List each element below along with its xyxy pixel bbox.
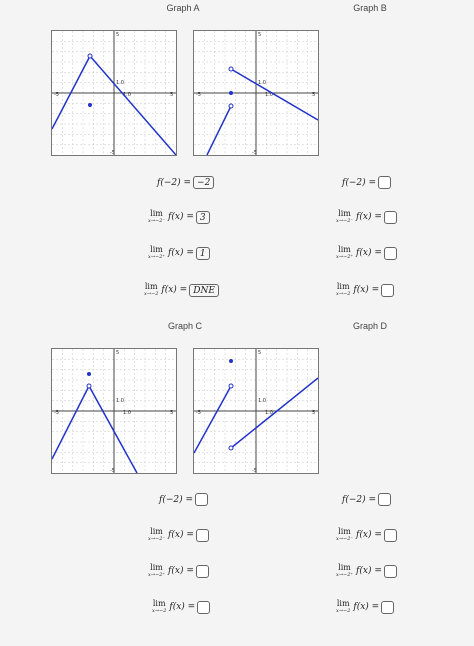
limit-operator: [148, 246, 165, 260]
answer-b-lim[interactable]: [381, 284, 394, 297]
fx-label: f(x) =: [356, 248, 382, 258]
limit-operator: [336, 283, 350, 297]
graph-a-title: Graph A: [166, 3, 200, 13]
limit-operator: [148, 528, 165, 542]
row-c-f: [159, 493, 208, 506]
row-d-f: [342, 493, 391, 506]
lim-word: lim: [150, 527, 163, 536]
lim-word: lim: [150, 245, 163, 254]
f-label: f(−2) =: [342, 494, 377, 505]
lim-subscript: x→−2⁻: [336, 536, 354, 542]
lim-subscript: x→−2⁺: [148, 572, 166, 578]
graph-c-filled-point: [87, 372, 91, 376]
graph-d-filled-point: [229, 359, 233, 363]
limit-operator: [336, 246, 353, 260]
tick-label-x-neg: -5: [54, 92, 59, 98]
graph-c-axes: [52, 349, 176, 473]
graph-d: [193, 348, 319, 474]
tick-label-x-neg: -5: [54, 410, 59, 416]
graph-a-plot: [52, 31, 176, 155]
row-d-lim: [336, 600, 394, 614]
answer-a-right[interactable]: 1: [196, 247, 210, 260]
fx-label: f(x) =: [161, 285, 188, 295]
tick-label-y-neg: -5: [252, 468, 257, 473]
tick-label-x-one: 1.0: [265, 410, 273, 416]
graph-d-curve-right: [231, 378, 318, 448]
tick-label-x-pos: 5: [170, 92, 174, 98]
limit-operator: [336, 564, 353, 578]
lim-subscript: x→−2⁻: [148, 536, 166, 542]
tick-label-y-one: 1.0: [258, 80, 266, 86]
lim-word: lim: [336, 599, 350, 608]
graph-b-plot: [194, 31, 318, 155]
lim-word: lim: [338, 245, 351, 254]
lim-subscript: x→−2: [152, 608, 167, 614]
graph-c-plot: [52, 349, 176, 473]
lim-word: lim: [152, 599, 166, 608]
tick-label-x-pos: 5: [170, 410, 174, 416]
tick-label-y-one: 1.0: [116, 398, 124, 404]
graph-c-open-point: [87, 384, 91, 388]
lim-subscript: x→−2: [144, 291, 159, 297]
graph-a: [51, 30, 177, 156]
answer-a-left[interactable]: 3: [196, 211, 210, 224]
answer-a-lim[interactable]: DNE: [189, 284, 219, 297]
row-a-left: [148, 210, 210, 224]
tick-label-y-pos: 5: [258, 32, 262, 38]
answer-a-f[interactable]: −2: [193, 176, 214, 189]
fx-label: f(x) =: [356, 566, 382, 576]
tick-label-y-pos: 5: [116, 350, 120, 356]
lim-subscript: x→−2: [336, 291, 351, 297]
fx-label: f(x) =: [168, 248, 194, 258]
lim-subscript: x→−2: [336, 608, 351, 614]
lim-word: lim: [338, 209, 351, 218]
row-a-right: [148, 246, 210, 260]
lim-subscript: x→−2⁺: [336, 254, 354, 260]
f-label: f(−2) =: [159, 494, 194, 505]
answer-b-right[interactable]: [384, 247, 397, 260]
answer-c-right[interactable]: [196, 565, 209, 578]
f-label: f(−2) =: [157, 177, 192, 188]
tick-label-x-one: 1.0: [123, 92, 131, 98]
graph-d-plot: [194, 349, 318, 473]
graph-b-axes: [194, 31, 318, 155]
answer-d-lim[interactable]: [381, 601, 394, 614]
graph-b-open-point-lower: [229, 104, 233, 108]
row-a-lim: [144, 283, 219, 297]
graph-c-title: Graph C: [167, 321, 202, 331]
lim-subscript: x→−2⁻: [336, 218, 354, 224]
tick-label-x-neg: -5: [196, 92, 201, 98]
fx-label: f(x) =: [353, 602, 380, 612]
graph-d-title: Graph D: [352, 321, 387, 331]
graph-c-curve-left: [52, 386, 89, 459]
tick-label-x-pos: 5: [312, 410, 316, 416]
lim-word: lim: [144, 282, 158, 291]
tick-label-y-neg: -5: [110, 150, 115, 155]
lim-word: lim: [338, 527, 351, 536]
answer-c-lim[interactable]: [197, 601, 210, 614]
answer-b-left[interactable]: [384, 211, 397, 224]
tick-label-x-neg: -5: [196, 410, 201, 416]
graph-d-curve-left: [194, 386, 231, 453]
limit-operator: [336, 210, 353, 224]
graph-b-curve-right: [231, 69, 318, 120]
fx-label: f(x) =: [353, 285, 380, 295]
answer-d-left[interactable]: [384, 529, 397, 542]
answer-d-right[interactable]: [384, 565, 397, 578]
limit-operator: [144, 283, 158, 297]
tick-label-x-one: 1.0: [123, 410, 131, 416]
graph-b-title: Graph B: [353, 3, 387, 13]
fx-label: f(x) =: [168, 566, 194, 576]
limit-operator: [336, 600, 350, 614]
graph-a-open-point: [88, 54, 92, 58]
lim-subscript: x→−2⁻: [148, 218, 166, 224]
lim-word: lim: [150, 209, 163, 218]
row-b-lim: [336, 283, 394, 297]
lim-word: lim: [150, 563, 163, 572]
row-a-f: [157, 176, 214, 189]
fx-label: f(x) =: [169, 602, 196, 612]
fx-label: f(x) =: [168, 530, 194, 540]
graph-b-open-point-upper: [229, 67, 233, 71]
lim-subscript: x→−2⁺: [148, 254, 166, 260]
row-c-left: [148, 528, 209, 542]
tick-label-x-one: 1.0: [265, 92, 273, 98]
tick-label-y-neg: -5: [110, 468, 115, 473]
limit-operator: [148, 210, 165, 224]
tick-label-y-pos: 5: [116, 32, 120, 38]
row-c-lim: [152, 600, 210, 614]
graph-b-curve-left: [207, 106, 231, 155]
answer-d-f[interactable]: [378, 493, 391, 506]
limit-operator: [152, 600, 166, 614]
limit-operator: [148, 564, 165, 578]
answer-b-f[interactable]: [378, 176, 391, 189]
graph-a-filled-point: [88, 103, 92, 107]
row-d-left: [336, 528, 397, 542]
row-d-right: [336, 564, 397, 578]
lim-word: lim: [338, 563, 351, 572]
graph-a-curve-right: [90, 56, 176, 155]
tick-label-y-one: 1.0: [116, 80, 124, 86]
fx-label: f(x) =: [356, 212, 382, 222]
graph-d-open-point-lower: [229, 446, 233, 450]
tick-label-y-pos: 5: [258, 350, 262, 356]
row-b-f: [342, 176, 391, 189]
fx-label: f(x) =: [356, 530, 382, 540]
tick-label-y-neg: -5: [252, 150, 257, 155]
lim-subscript: x→−2⁺: [336, 572, 354, 578]
tick-label-x-pos: 5: [312, 92, 316, 98]
lim-word: lim: [336, 282, 350, 291]
answer-c-f[interactable]: [195, 493, 208, 506]
answer-c-left[interactable]: [196, 529, 209, 542]
graph-d-open-point-upper: [229, 384, 233, 388]
row-c-right: [148, 564, 209, 578]
graph-c: [51, 348, 177, 474]
graph-b: [193, 30, 319, 156]
f-label: f(−2) =: [342, 177, 377, 188]
fx-label: f(x) =: [168, 212, 194, 222]
graph-c-curve-right: [89, 386, 137, 473]
tick-label-y-one: 1.0: [258, 398, 266, 404]
row-b-right: [336, 246, 397, 260]
graph-b-filled-point: [229, 91, 233, 95]
row-b-left: [336, 210, 397, 224]
limit-operator: [336, 528, 353, 542]
graph-d-axes: [194, 349, 318, 473]
